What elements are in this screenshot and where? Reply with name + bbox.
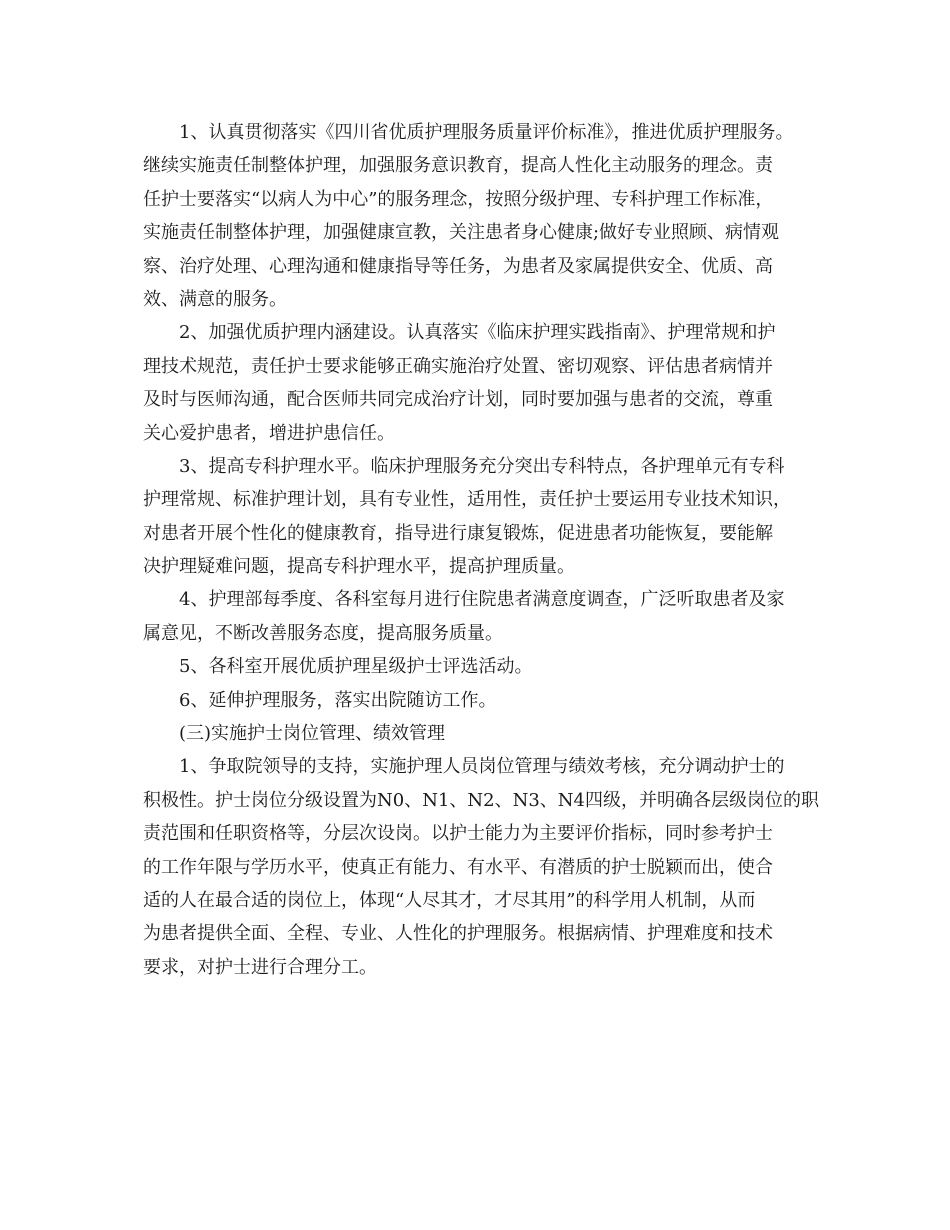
text-line: 5、各科室开展优质护理星级护士评选活动。 — [179, 656, 533, 678]
text-line: 积极性。护士岗位分级设置为N0、N1、N2、N3、N4四级，并明确各层级岗位的职 — [143, 789, 820, 811]
text-line: 责范围和任职资格等，分层次设岗。以护士能力为主要评价指标，同时参考护士 — [143, 823, 773, 845]
text-line: 察、治疗处理、心理沟通和健康指导等任务，为患者及家属提供安全、优质、高 — [143, 255, 773, 277]
text-line: 效、满意的服务。 — [143, 288, 287, 310]
text-line: 1、争取院领导的支持，实施护理人员岗位管理与绩效考核，充分调动护士的 — [179, 756, 785, 778]
text-line: 继续实施责任制整体护理，加强服务意识教育，提高人性化主动服务的理念。责 — [143, 155, 773, 177]
text-line: 实施责任制整体护理，加强健康宣教，关注患者身心健康;做好专业照顾、病情观 — [143, 222, 780, 244]
text-line: 护理常规、标准护理计划，具有专业性，适用性，责任护士要运用专业技术知识， — [143, 489, 791, 511]
text-line: 1、认真贯彻落实《四川省优质护理服务质量评价标准》，推进优质护理服务。 — [179, 122, 794, 143]
text-line: 对患者开展个性化的健康教育，指导进行康复锻炼，促进患者功能恢复，要能解 — [143, 522, 773, 544]
text-line: 理技术规范，责任护士要求能够正确实施治疗处置、密切观察、评估患者病情并 — [143, 355, 773, 377]
text-line: 属意见，不断改善服务态度，提高服务质量。 — [143, 622, 503, 644]
text-line: 关心爱护患者，增进护患信任。 — [143, 422, 395, 444]
text-line: 要求，对护士进行合理分工。 — [143, 956, 377, 978]
text-line: 3、提高专科护理水平。临床护理服务充分突出专科特点，各护理单元有专科 — [179, 455, 785, 477]
text-line: 4、护理部每季度、各科室每月进行住院患者满意度调查，广泛听取患者及家 — [179, 589, 785, 611]
text-line: 决护理疑难问题，提高专科护理水平，提高护理质量。 — [143, 556, 575, 578]
text-line: (三)实施护士岗位管理、绩效管理 — [179, 723, 446, 745]
text-line: 任护士要落实“以病人为中心”的服务理念，按照分级护理、专科护理工作标准， — [143, 188, 774, 210]
document-body — [143, 116, 823, 984]
text-line: 为患者提供全面、全程、专业、人性化的护理服务。根据病情、护理难度和技术 — [143, 923, 773, 945]
text-line: 及时与医师沟通，配合医师共同完成治疗计划，同时要加强与患者的交流，尊重 — [143, 389, 773, 411]
text-line: 2、加强优质护理内涵建设。认真落实《临床护理实践指南》、护理常规和护 — [179, 322, 776, 344]
text-line: 的工作年限与学历水平，使真正有能力、有水平、有潜质的护士脱颖而出，使合 — [143, 856, 773, 878]
text-line: 适的人在最合适的岗位上，体现“人尽其才，才尽其用”的科学用人机制，从而 — [143, 889, 756, 911]
text-line: 6、延伸护理服务，落实出院随访工作。 — [179, 689, 497, 711]
